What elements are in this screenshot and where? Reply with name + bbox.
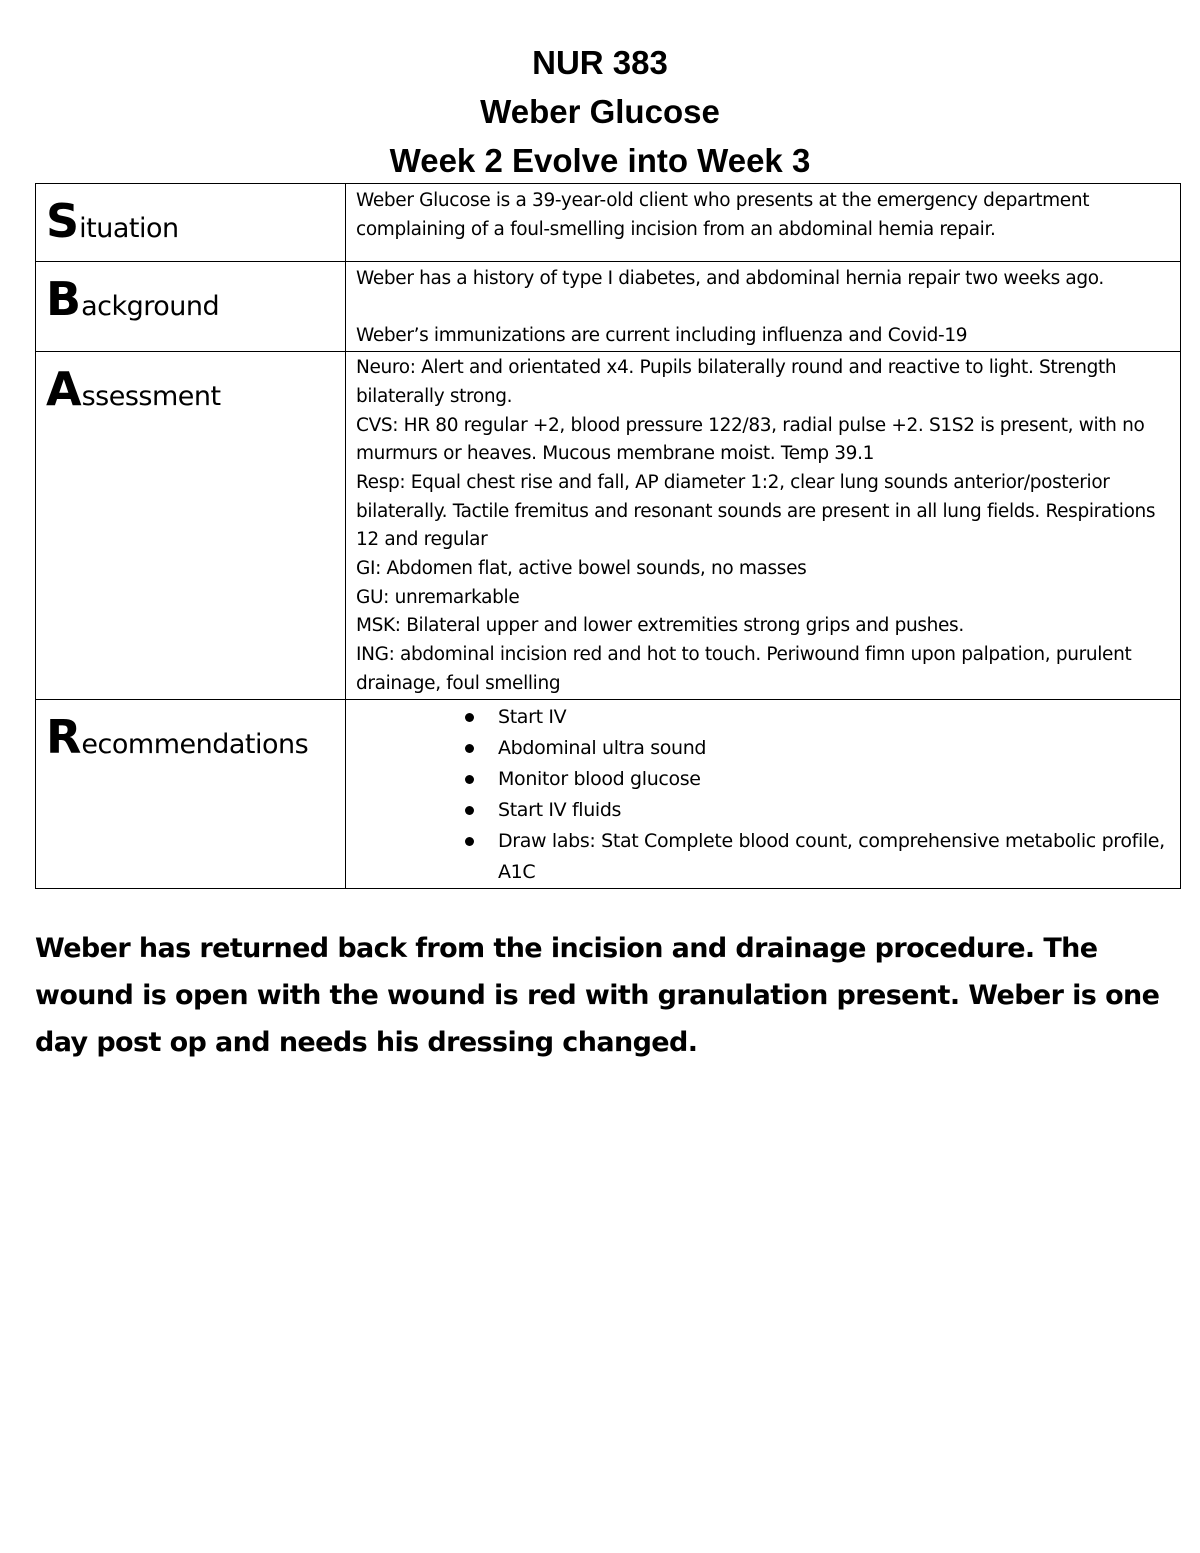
assessment-msk: MSK: Bilateral upper and lower extremities strong grips and pushes.	[356, 615, 964, 637]
recommendations-initial: R	[46, 709, 82, 764]
post-op-narrative: Weber has returned back from the incision and drainage procedure. The wound is open with the wound is red with granulation present. Weber is one day post op and needs his dressing changed.	[35, 933, 1160, 1058]
list-item	[456, 702, 1174, 733]
situation-content	[346, 184, 1181, 262]
situation-text: Weber Glucose is a 39-year-old client who presents at the emergency department complaining of a foul-smelling incision from an abdominal hemia repair.	[356, 190, 1090, 240]
document-title	[0, 38, 1200, 185]
list-item	[456, 826, 1174, 888]
course-title: NUR 383	[532, 44, 668, 81]
recommendation-text: Start IV fluids	[498, 798, 622, 821]
recommendations-label-rest: ecommendations	[81, 728, 309, 760]
background-label-rest: ackground	[81, 291, 220, 322]
assessment-content	[346, 352, 1181, 699]
background-content	[346, 262, 1181, 352]
assessment-gi: GI: Abdomen flat, active bowel sounds, no masses	[356, 558, 807, 580]
bullet-icon	[465, 837, 474, 846]
patient-title: Weber Glucose	[480, 93, 720, 130]
sbar-table	[35, 183, 1181, 889]
situation-label-rest: ituation	[79, 213, 179, 244]
assessment-label-rest: ssessment	[81, 381, 221, 413]
list-item	[456, 733, 1174, 764]
assessment-neuro: Neuro: Alert and orientated x4. Pupils bilaterally round and reactive to light. Strength bilaterally strong.	[356, 357, 1117, 407]
recommendation-text: Abdominal ultra sound	[498, 736, 707, 759]
bullet-icon	[465, 775, 474, 784]
bullet-icon	[465, 713, 474, 722]
situation-row	[36, 184, 1181, 262]
recommendation-text: Monitor blood glucose	[498, 767, 701, 790]
bullet-icon	[465, 806, 474, 815]
assessment-ing: ING: abdominal incision red and hot to touch. Periwound fimn upon palpation, purulent drainage, foul smelling	[356, 644, 1132, 694]
bullet-icon	[465, 744, 474, 753]
recommendation-text: Draw labs: Stat Complete blood count, comprehensive metabolic profile, A1C	[498, 829, 1165, 883]
recommendation-text: Start IV	[498, 705, 567, 728]
assessment-initial: A	[46, 362, 82, 417]
recommendations-label	[36, 699, 346, 888]
assessment-label	[36, 352, 346, 699]
situation-label	[36, 184, 346, 262]
list-item	[456, 795, 1174, 826]
assessment-resp: Resp: Equal chest rise and fall, AP diameter 1:2, clear lung sounds anterior/posterior bilaterally. Tactile fremitus and resonant sounds are present in all lung fields. Respirations 12 and regular	[356, 471, 1156, 551]
background-initial: B	[46, 272, 82, 326]
recommendations-row	[36, 699, 1181, 888]
background-row	[36, 262, 1181, 352]
background-history: Weber has a history of type I diabetes, and abdominal hernia repair two weeks ago.	[356, 268, 1104, 289]
background-spacer	[356, 294, 1174, 323]
week-title: Week 2 Evolve into Week 3	[389, 142, 811, 179]
recommendations-list	[356, 702, 1174, 888]
assessment-gu: GU: unremarkable	[356, 586, 520, 608]
list-item	[456, 764, 1174, 795]
assessment-row	[36, 352, 1181, 699]
assessment-cvs: CVS: HR 80 regular +2, blood pressure 122/83, radial pulse +2. S1S2 is present, with no murmurs or heaves. Mucous membrane moist. Temp 39.1	[356, 414, 1145, 465]
recommendations-content	[346, 699, 1181, 888]
background-immunizations: Weber’s immunizations are current including influenza and Covid-19	[356, 325, 968, 347]
background-label	[36, 262, 346, 352]
situation-initial: S	[46, 194, 80, 248]
